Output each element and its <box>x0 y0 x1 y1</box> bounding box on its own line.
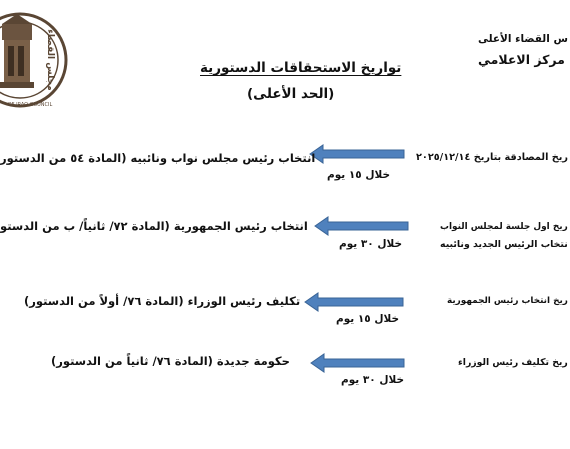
org-name-line1: س القضاء الأعلى <box>478 33 568 45</box>
row-1-left-arrow-icon <box>309 143 405 165</box>
row-2-to: انتخاب رئيس الجمهورية (المادة ٧٢/ ثانياً/ ب من الدستو <box>0 219 308 233</box>
page-title: تواريخ الاستحقاقات الدستورية <box>200 60 402 76</box>
row-1-to: انتخاب رئيس مجلس نواب ونائبيه (المادة ٥٤ من الدستور <box>0 151 316 165</box>
row-2-from-line1: ريخ اول جلسة لمجلس النواب <box>440 222 568 232</box>
row-3-from-line1: ريخ انتخاب رئيس الجمهورية <box>447 296 568 306</box>
logo-text-upper: مجلس القضاء <box>45 29 55 91</box>
row-2-from-line2: نتخاب الرئيس الجديد ونائبيه <box>440 239 568 250</box>
row-3-to: تكليف رئيس الوزراء (المادة ٧٦/ أولاً من الدستور) <box>24 294 301 308</box>
row-4-left-arrow-icon <box>310 352 405 374</box>
row-3-left-arrow-icon <box>304 291 404 313</box>
logo-text-lower: OF IRAQ COUNCIL <box>7 102 53 108</box>
row-4-duration: خلال ٣٠ يوم <box>341 374 405 386</box>
row-4-to: حكومة جديدة (المادة ٧٦/ ثانياً من الدستور) <box>51 354 290 368</box>
row-2-duration: خلال ٣٠ يوم <box>339 238 403 250</box>
row-1-from-line1: ريخ المصادقة بتاريخ ٢٠٢٥/١٢/١٤ <box>416 152 568 163</box>
row-1-duration: خلال ١٥ يوم <box>327 169 391 181</box>
row-4-from-line1: ريخ تكليف رئيس الوزراء <box>458 357 568 368</box>
council-logo <box>0 0 70 120</box>
page-subtitle: (الحد الأعلى) <box>247 86 335 102</box>
org-name-line2: مركز الاعلامي <box>478 52 565 67</box>
logo-emblem-icon <box>0 14 66 106</box>
row-2-left-arrow-icon <box>314 215 409 237</box>
row-3-duration: خلال ١٥ يوم <box>336 313 400 325</box>
